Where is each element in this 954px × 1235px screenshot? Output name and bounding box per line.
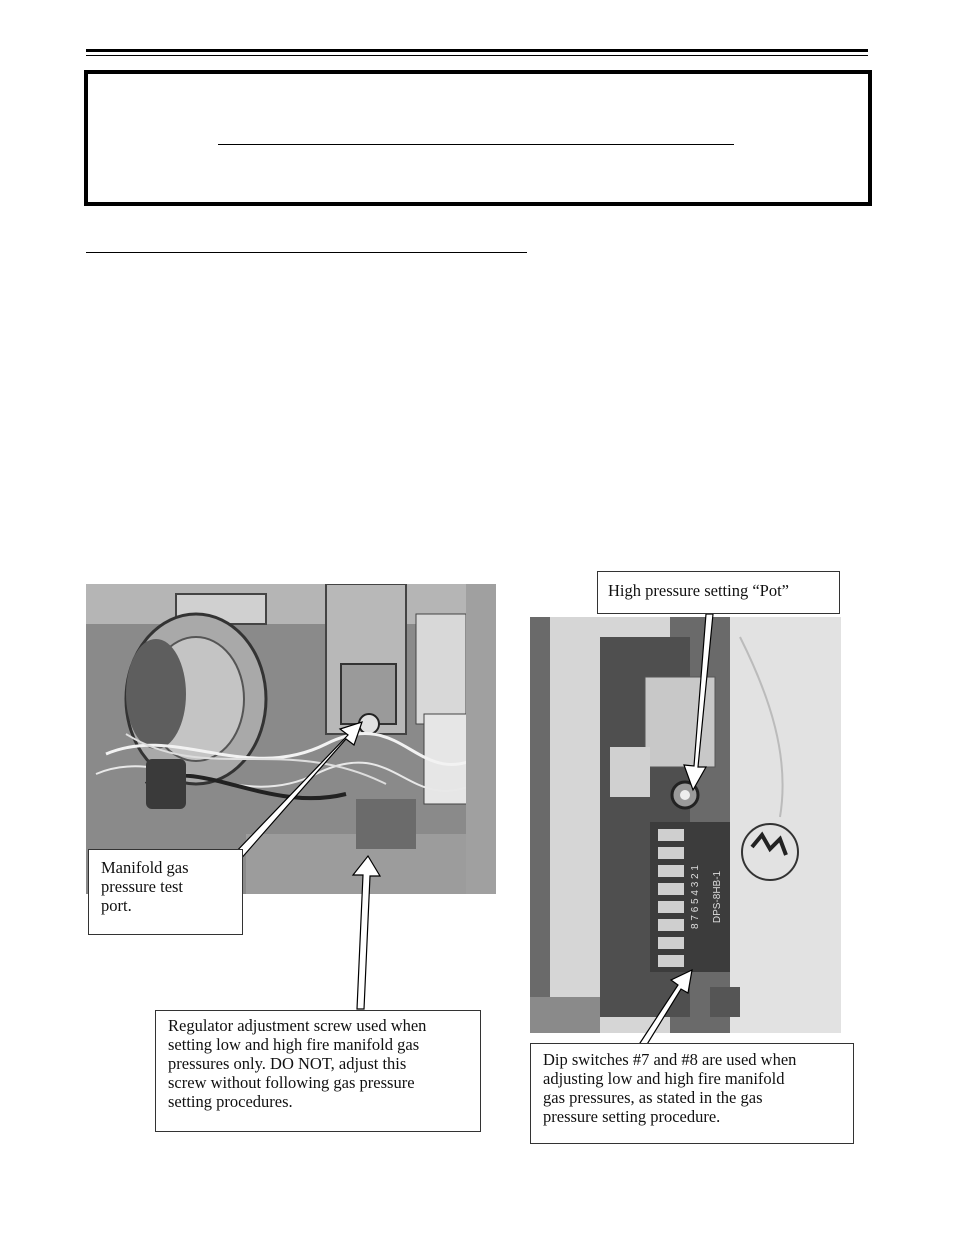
board-switch-numbers: 8 7 6 5 4 3 2 1 (690, 865, 701, 929)
callout-dip-switches-text: Dip switches #7 and #8 are used when adjusting low and high fire manifold gas pressures, as stated in the gas pressure setting procedure. (543, 1050, 797, 1126)
photo-heater-interior (86, 584, 496, 894)
callout-regulator-screw (155, 1010, 481, 1132)
callout-high-pressure-pot-text: High pressure setting “Pot” (608, 581, 790, 600)
warning-box (84, 70, 872, 206)
section-heading-underline (86, 252, 527, 253)
callout-regulator-screw-text: Regulator adjustment screw used when setting low and high fire manifold gas pressures only. DO NOT, adjust this screw without following gas pressure setting procedures. (168, 1016, 427, 1111)
callout-high-pressure-pot (597, 571, 840, 614)
board-part-code: DPS-8HB-1 (712, 870, 723, 924)
photo-heater-interior-drawing (86, 584, 496, 894)
warning-box-underline (218, 144, 734, 145)
header-rule-top (86, 49, 868, 52)
callout-dip-switches (530, 1043, 854, 1144)
photo-control-board (530, 617, 841, 1033)
photo-control-board-drawing (530, 617, 841, 1033)
header-rule-bottom (86, 55, 868, 56)
callout-manifold-test-port-text: Manifold gas pressure test port. (101, 858, 189, 915)
callout-manifold-test-port (88, 849, 243, 935)
